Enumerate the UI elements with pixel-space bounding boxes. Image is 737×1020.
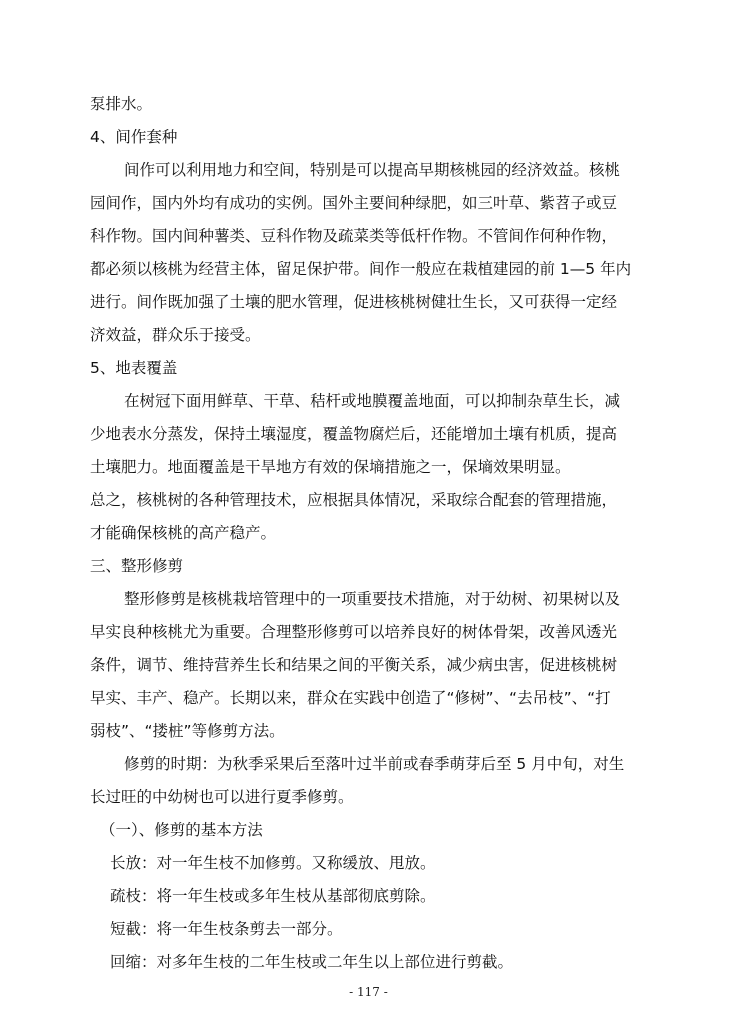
text-line: 长过旺的中幼树也可以进行夏季修剪。 <box>90 788 354 806</box>
section-heading: 5、地表覆盖 <box>90 359 178 377</box>
text-line: 弱枝”、“搂桩”等修剪方法。 <box>90 722 285 740</box>
text-line: 疏枝：将一年生枝或多年生枝从基部彻底剪除。 <box>110 887 436 905</box>
subsection-heading: （一）、修剪的基本方法 <box>100 821 263 839</box>
section-heading: 三、整形修剪 <box>90 557 184 575</box>
text-line: 土壤肥力。地面覆盖是干旱地方有效的保墒措施之一，保墒效果明显。 <box>90 458 571 476</box>
text-line: 早实、丰产、稳产。长期以来，群众在实践中创造了“修树”、“去吊枝”、“打 <box>90 689 611 707</box>
text-line: 都必须以核桃为经营主体，留足保护带。间作一般应在栽植建园的前 1—5 年内 <box>90 260 632 278</box>
page-number: - 117 - <box>349 985 388 999</box>
text-line: 整形修剪是核桃栽培管理中的一项重要技术措施，对于幼树、初果树以及 <box>124 590 621 608</box>
text-line: 少地表水分蒸发，保持土壤湿度，覆盖物腐烂后，还能增加土壤有机质，提高 <box>90 425 618 443</box>
text-line: 修剪的时期：为秋季采果后至落叶过半前或春季萌芽后至 5 月中旬，对生 <box>124 755 625 773</box>
text-line: 早实良种核桃尤为重要。合理整形修剪可以培养良好的树体骨架，改善风透光 <box>90 623 618 641</box>
text-line: 济效益，群众乐于接受。 <box>90 326 261 344</box>
text-line: 进行。间作既加强了土壤的肥水管理，促进核桃树健壮生长，又可获得一定经 <box>90 293 618 311</box>
text-line: 在树冠下面用鲜草、干草、秸杆或地膜覆盖地面，可以抑制杂草生长，减 <box>124 392 621 410</box>
text-line: 回缩：对多年生枝的二年生枝或二年生以上部位进行剪截。 <box>110 953 514 971</box>
section-heading: 4、间作套种 <box>90 128 178 146</box>
text-line: 泵排水。 <box>90 95 153 113</box>
text-line: 总之，核桃树的各种管理技术，应根据具体情况，采取综合配套的管理措施， <box>90 491 618 509</box>
text-line: 短截：将一年生枝条剪去一部分。 <box>110 920 343 938</box>
text-line: 才能确保核桃的高产稳产。 <box>90 524 277 542</box>
text-line: 园间作，国内外均有成功的实例。国外主要间种绿肥，如三叶草、紫苕子或豆 <box>90 194 618 212</box>
text-line: 间作可以利用地力和空间，特别是可以提高早期核桃园的经济效益。核桃 <box>124 161 621 179</box>
text-line: 长放：对一年生枝不加修剪。又称缓放、甩放。 <box>110 854 436 872</box>
text-line: 科作物。国内间种薯类、豆科作物及疏菜类等低杆作物。不管间作何种作物， <box>90 227 618 245</box>
text-line: 条件，调节、维持营养生长和结果之间的平衡关系，减少病虫害，促进核桃树 <box>90 656 618 674</box>
